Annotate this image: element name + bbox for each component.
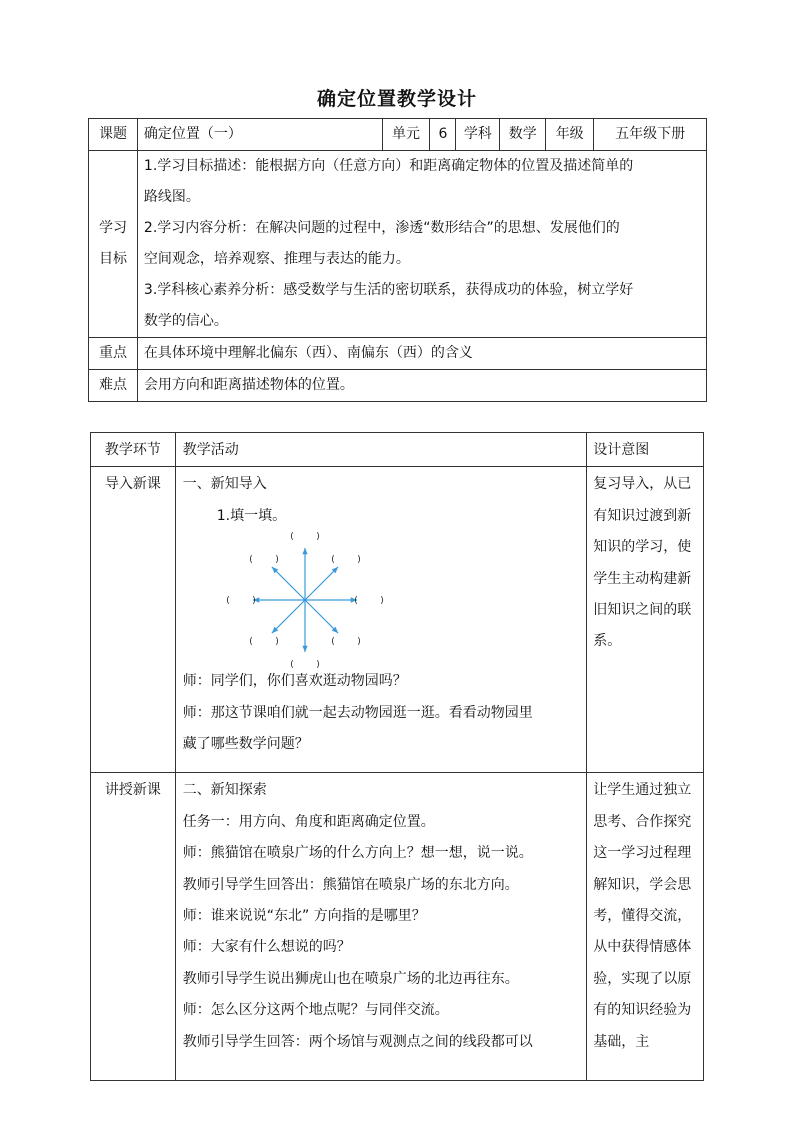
blank-paren: ) (380, 596, 384, 607)
subject-label: 学科 (456, 119, 500, 151)
blank-paren: ( (290, 532, 294, 543)
goals-label-text (89, 213, 137, 275)
compass-ray-northwest (272, 567, 305, 600)
segment-new: 讲授新课 (91, 773, 176, 1081)
blank-paren: ) (357, 637, 361, 648)
task-label: 1.填一填。 (216, 507, 287, 524)
activity-line: 教师引导学生回答：两个场馆与观测点之间的线段都可以 (182, 1033, 533, 1050)
goal-line: 3.学科核心素养分析：感受数学与生活的密切联系，获得成功的体验，树立学好 (143, 282, 634, 298)
compass-diagram (213, 532, 413, 671)
dialogue-line: 师：那这节课咱们就一起去动物园逛一逛。看看动物园里 (182, 704, 533, 721)
segment-intro: 导入新课 (91, 467, 176, 773)
goals-label-line: 目标 (98, 251, 127, 267)
unit-label: 单元 (382, 119, 430, 151)
activity-line: 师：谁来说说“东北” 方向指的是哪里？ (182, 908, 426, 925)
intent-intro: 复习导入，从已有知识过渡到新知识的学习，使学生主动构建新旧知识之间的联系。 (587, 467, 704, 773)
goal-line: 2.学习内容分析：在解决问题的过程中，渗透“数形结合”的思想、发展他们的 (143, 220, 620, 236)
blank-paren: ( (331, 637, 335, 648)
activity-line: 师：熊猫馆在喷泉广场的什么方向上？想一想，说一说。 (182, 845, 533, 862)
goal-line: 空间观念，培养观察、推理与表达的能力。 (143, 251, 410, 267)
dialogue-line: 师：同学们，你们喜欢逛动物园吗？ (182, 673, 407, 690)
document-title: 确定位置教学设计 (316, 88, 477, 110)
arrowhead-north (302, 548, 307, 554)
goals-label (89, 151, 138, 338)
blank-paren: ) (252, 596, 256, 607)
activity-line: 教师引导学生说出狮虎山也在喷泉广场的北边再往东。 (182, 970, 519, 987)
header-intent: 设计意图 (587, 433, 704, 467)
grade-label: 年级 (546, 119, 594, 151)
blank-paren: ( (248, 637, 253, 648)
compass-ray-southwest (272, 600, 305, 633)
blank-paren: ( (331, 555, 335, 566)
activity-intro (175, 467, 586, 773)
grade-value: 五年级下册 (594, 119, 707, 151)
blank-paren: ) (316, 660, 320, 671)
blank-paren: ) (274, 555, 279, 566)
activity-new (175, 773, 586, 1081)
goal-line: 1.学习目标描述：能根据方向（任意方向）和距离确定物体的位置及描述简单的 (143, 158, 634, 174)
lesson-info-table (88, 118, 707, 402)
dialogue-line: 藏了哪些数学问题？ (182, 736, 309, 753)
activity-line: 任务一：用方向、角度和距离确定位置。 (182, 813, 435, 830)
header-activity: 教学活动 (175, 433, 586, 467)
blank-paren: ( (226, 596, 230, 607)
header-segment: 教学环节 (91, 433, 176, 467)
blank-paren: ) (357, 555, 361, 566)
activity-line: 二、新知探索 (182, 782, 267, 799)
unit-value: 6 (430, 119, 456, 151)
arrowhead-south (302, 646, 307, 652)
compass-lines (253, 548, 357, 652)
blank-paren: ( (354, 596, 358, 607)
activity-line: 师：大家有什么想说的吗？ (182, 939, 351, 956)
intent-new: 让学生通过独立思考、合作探究这一学习过程理解知识，学会思考，懂得交流，从中获得情感体验，实现了以原有的知识经验为基础，主 (587, 773, 704, 1081)
goal-line: 数学的信心。 (143, 313, 228, 329)
activity-line: 教师引导学生回答出：熊猫馆在喷泉广场的东北方向。 (182, 876, 519, 893)
blank-paren: ) (316, 532, 320, 543)
blank-paren: ) (274, 637, 279, 648)
blank-paren: ( (248, 555, 253, 566)
activity-line: 师：怎么区分这两个地点呢？与同伴交流。 (182, 1002, 449, 1019)
teaching-process-table (90, 432, 704, 1081)
goal-line: 路线图。 (143, 189, 200, 205)
compass-ray-southeast (305, 600, 338, 633)
topic-label: 课题 (89, 119, 138, 151)
compass-ray-northeast (305, 567, 338, 600)
key-value: 在具体环境中理解北偏东（西）、南偏东（西）的含义 (137, 338, 706, 370)
goals-label-line: 学习 (98, 220, 127, 236)
topic-value: 确定位置（一） (137, 119, 382, 151)
goals-content (137, 151, 706, 338)
subject-value: 数学 (500, 119, 546, 151)
difficulty-value: 会用方向和距离描述物体的位置。 (137, 370, 706, 402)
blank-paren: ( (290, 660, 294, 671)
key-label: 重点 (89, 338, 138, 370)
section-title: 一、新知导入 (182, 476, 267, 493)
difficulty-label: 难点 (89, 370, 138, 402)
